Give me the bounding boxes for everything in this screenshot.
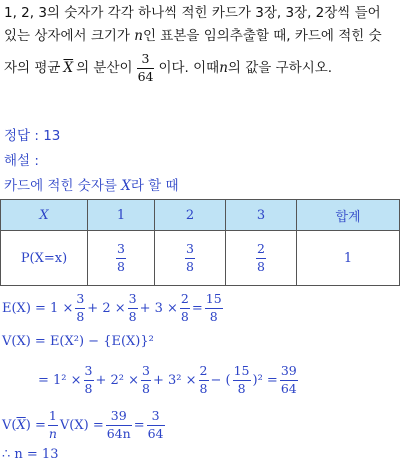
v2-t2-den: 8 [142, 380, 150, 396]
problem-line-3 [4, 48, 396, 88]
variance-fraction [137, 53, 155, 83]
header-2: 2 [155, 200, 226, 231]
vx-f-num: 1 [48, 410, 58, 426]
e-plus3: + 3 × [139, 300, 178, 316]
prob-3-num: 2 [256, 243, 266, 259]
e-t1-den: 8 [76, 308, 85, 324]
vx-g-num: 39 [106, 410, 132, 426]
explanation-intro [4, 174, 179, 194]
prob-2-den: 8 [186, 258, 194, 274]
expectation-line [2, 290, 225, 326]
vx-f-den: n [48, 425, 57, 441]
e-equals: = [191, 300, 203, 316]
e-t3-den: 8 [180, 308, 189, 324]
e-t3-num: 2 [180, 293, 190, 309]
var-n-2: n [219, 59, 228, 76]
vx-xbar: $\overline{X}$ [16, 417, 26, 433]
v2-d: − ( [210, 372, 231, 388]
e-result-num: 15 [205, 293, 223, 309]
variance-computation [38, 360, 300, 400]
v2-b: + 2² × [95, 372, 140, 388]
problem-line-3c: 의 분산이 [76, 59, 133, 76]
prob-1-num: 3 [116, 243, 126, 259]
vx-a: V( [2, 417, 17, 433]
header-1: 1 [88, 200, 155, 231]
distribution-table [0, 199, 400, 286]
v2-t1-num: 3 [84, 365, 94, 381]
var-xbar: $\overline{X}$ [63, 59, 74, 76]
e-t2-den: 8 [128, 308, 137, 324]
prob-cell-1 [88, 231, 155, 286]
answer-label: 정답 : 13 [4, 128, 61, 144]
prob-cell-2 [155, 231, 226, 286]
variance-num: 3 [137, 53, 155, 69]
problem-line-1: 1, 2, 3의 숫자가 각각 하나씩 적힌 카드가 3장, 3장, 2장씩 들어 [4, 5, 381, 21]
problem-line-2 [4, 25, 396, 48]
header-total: 합계 [297, 200, 400, 231]
e-lhs: E(X) = 1 × [2, 300, 74, 316]
e-plus2: + 2 × [87, 300, 126, 316]
problem-line-3f: 의 값을 구하시오. [227, 59, 333, 76]
v2-p-num: 15 [233, 365, 251, 381]
vx-h-num: 3 [147, 410, 165, 426]
intro-c: 라 할 때 [130, 178, 179, 194]
v2-a: = 1² × [38, 372, 82, 388]
vx-c: ) = [25, 417, 46, 433]
prob-3-den: 8 [257, 258, 265, 274]
v2-c: + 3² × [153, 372, 197, 388]
v2-t1-den: 8 [84, 380, 93, 396]
v2-p-den: 8 [237, 380, 246, 396]
v2-result-den: 64 [280, 380, 297, 396]
problem-line-3a: 자의 평균 [4, 59, 61, 76]
prob-1-den: 8 [117, 258, 125, 274]
v2-t2-num: 3 [141, 365, 151, 381]
e-t1-num: 3 [75, 293, 85, 309]
prob-total: 1 [297, 231, 400, 286]
final-answer: ∴ n = 13 [2, 446, 59, 462]
intro-a: 카드에 적힌 숫자를 [4, 178, 122, 194]
problem-line-2c: 인 표본을 임의추출할 때, 카드에 적힌 숫 [142, 28, 382, 44]
explanation-label: 해설 : [4, 153, 39, 169]
v2-e: )² = [252, 372, 278, 388]
variance-den: 64 [137, 68, 154, 84]
prob-cell-3 [226, 231, 297, 286]
intro-var-x: X [121, 178, 131, 194]
header-3: 3 [226, 200, 297, 231]
table-header-row [1, 200, 400, 231]
variance-definition: V(X) = E(X²) − {E(X)}² [2, 333, 154, 349]
var-n: n [134, 28, 143, 44]
problem-line-2a: 있는 상자에서 크기가 [4, 28, 135, 44]
e-result-den: 8 [209, 308, 218, 324]
problem-line-3d: 이다. 이때 [158, 59, 220, 76]
e-t2-num: 3 [128, 293, 138, 309]
vx-e: = [133, 417, 145, 433]
prob-2-num: 3 [185, 243, 195, 259]
problem-text [4, 2, 396, 88]
vx-h-den: 64 [147, 425, 164, 441]
row-label: P(X=x) [1, 231, 88, 286]
v2-result-num: 39 [280, 365, 298, 381]
vx-g-den: 64n [106, 425, 131, 441]
v2-t3-den: 8 [199, 380, 208, 396]
vx-d: V(X) = [59, 417, 104, 433]
header-x: X [1, 200, 88, 231]
sample-variance-line [2, 405, 167, 445]
v2-t3-num: 2 [199, 365, 209, 381]
table-prob-row [1, 231, 400, 286]
